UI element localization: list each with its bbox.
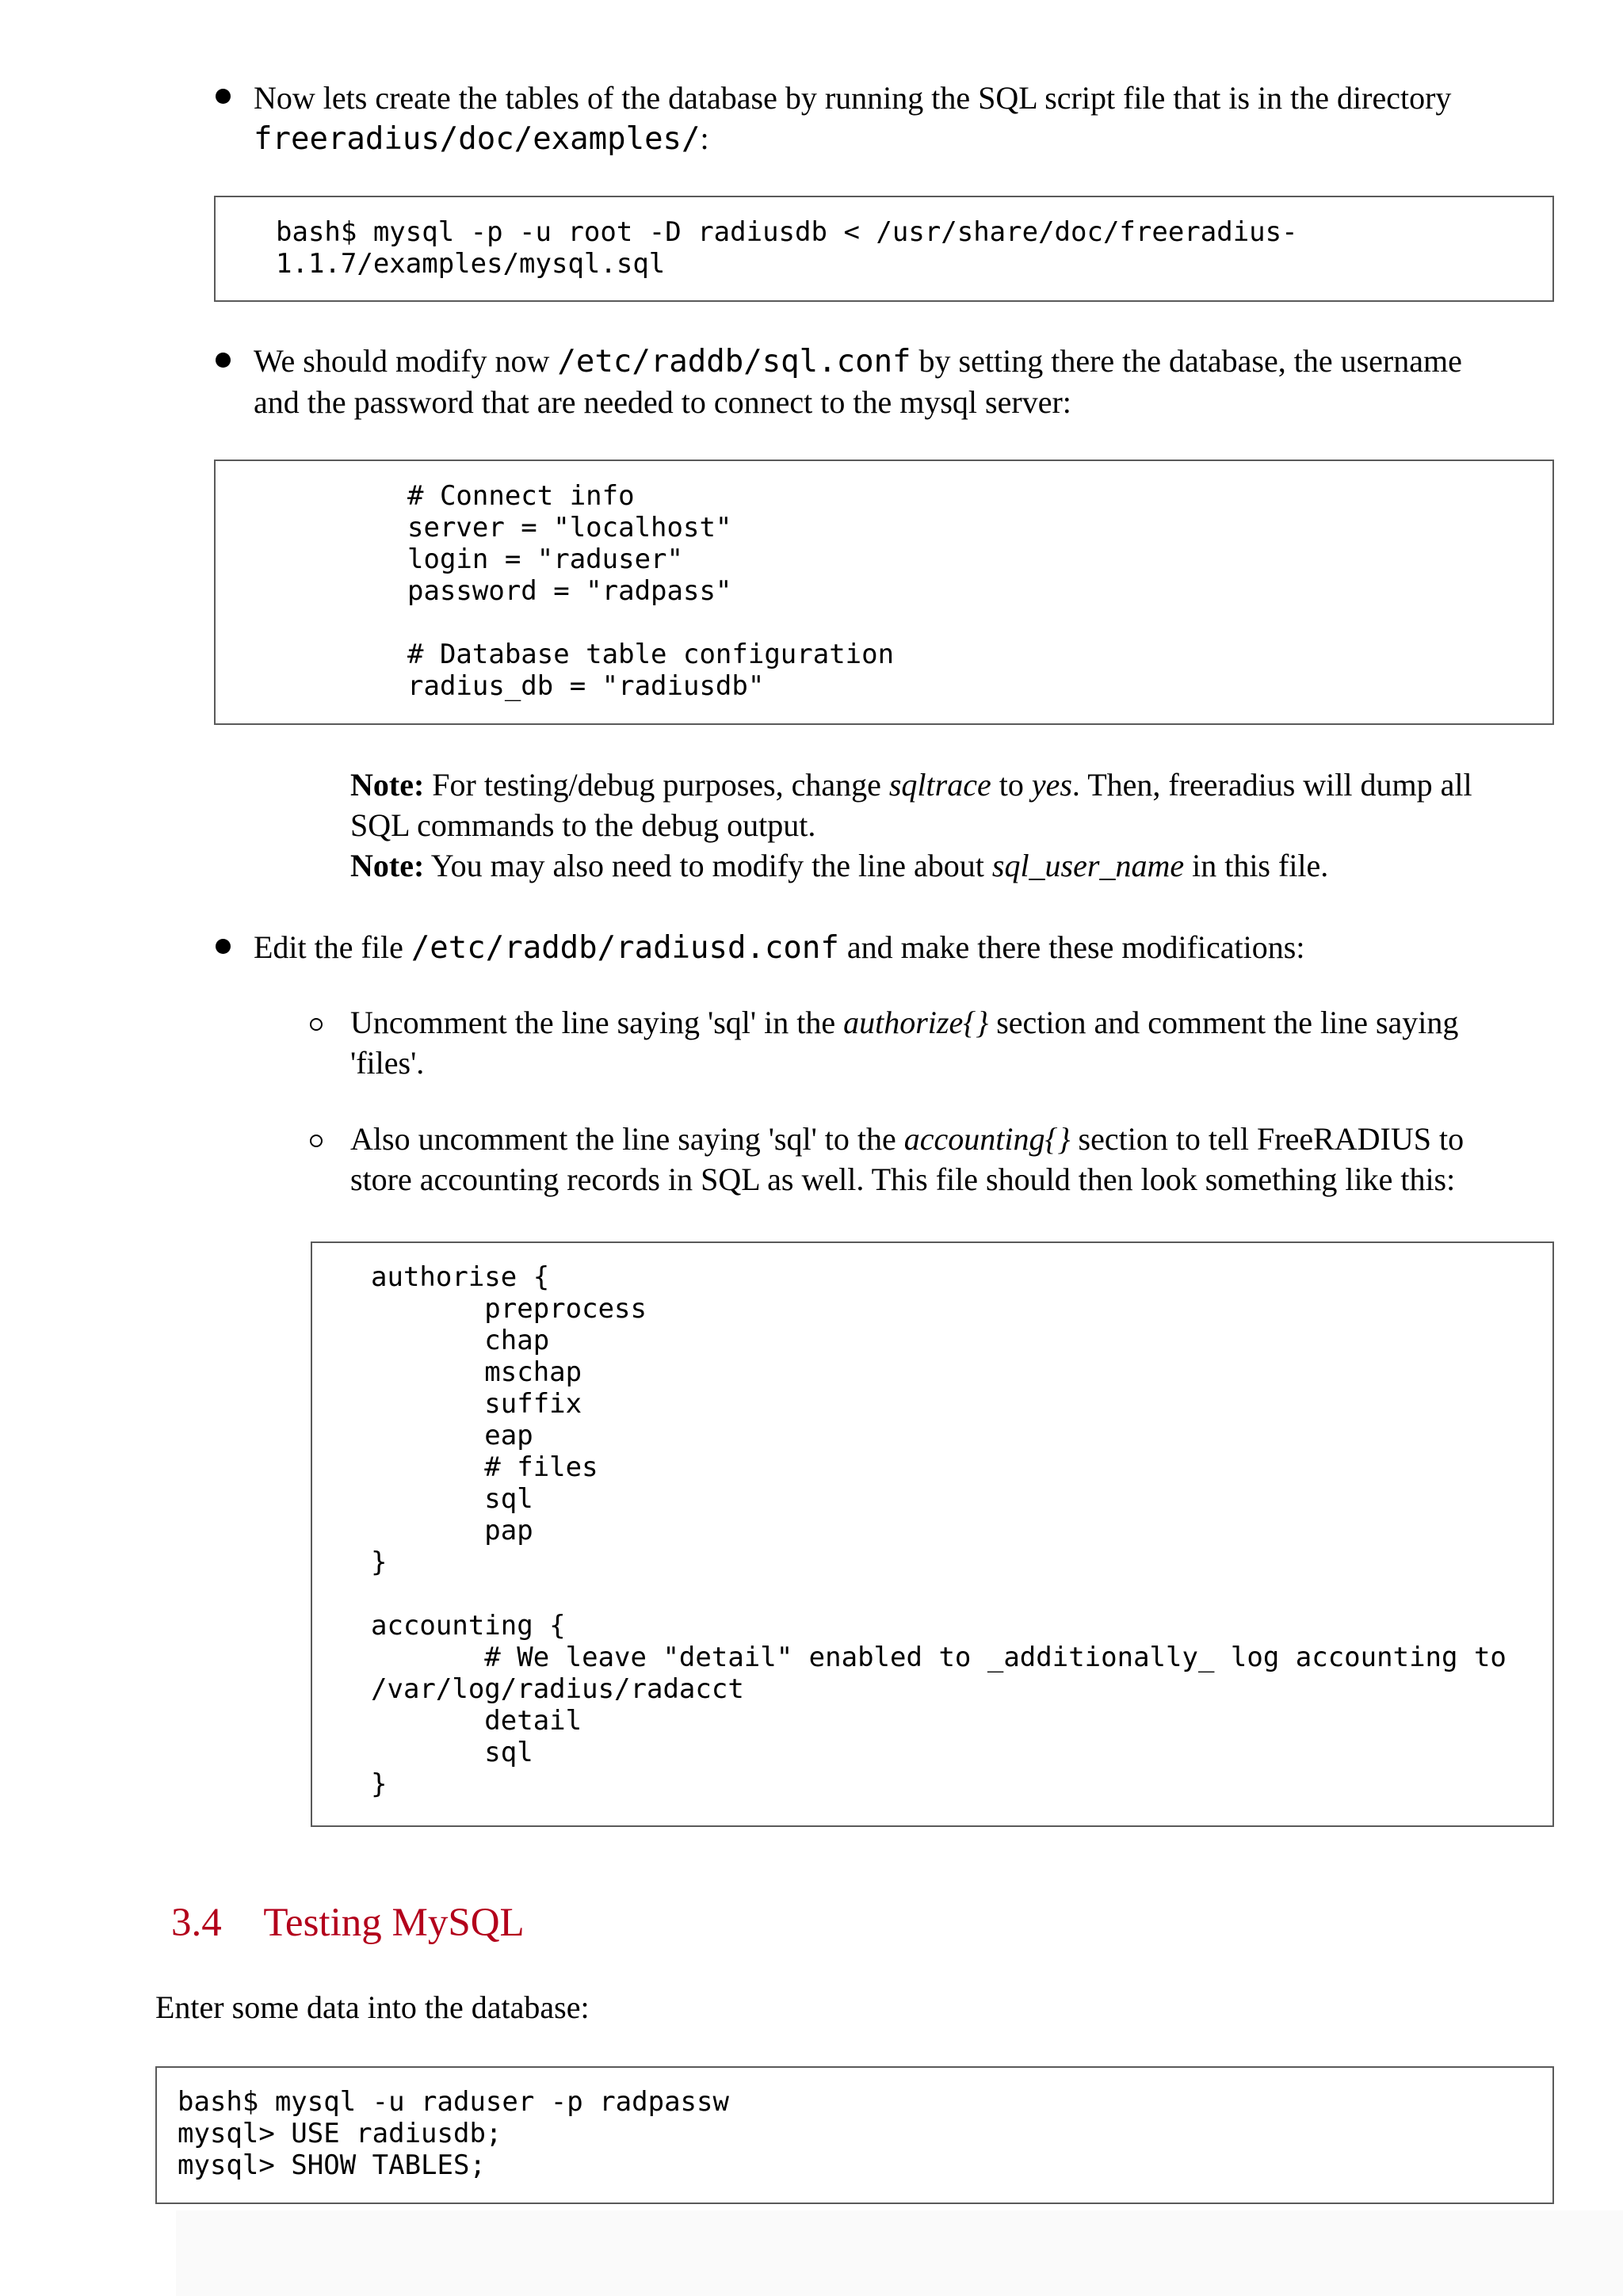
intro-paragraph: Enter some data into the database:	[155, 1989, 590, 2025]
sub-2-line2: store accounting records in SQL as well. This file should then look something like this:	[350, 1161, 1456, 1197]
note-1-label: Note:	[350, 767, 425, 803]
bullet-dot-icon	[216, 89, 231, 104]
bullet-3-after: and make there these modifications:	[846, 929, 1305, 965]
bullet-3-before: Edit the file	[254, 929, 403, 965]
bullet-2-text	[254, 341, 1569, 422]
page-bottom-shade	[176, 2210, 1623, 2296]
code-block-text: authorise { preprocess chap mschap suffix eap # files sql pap } accounting { # We leave "detail" enabled to _additionally_ log accounting to /var/log/radius/radacct detail sql }	[371, 1261, 1507, 1800]
note-1-italic-a: sqltrace	[888, 767, 991, 803]
note-1-text-a: For testing/debug purposes, change	[432, 767, 881, 803]
note-2-text-b: in this file.	[1192, 848, 1329, 883]
note-1-line2: SQL commands to the debug output.	[350, 807, 816, 843]
sub-2-after: section to tell FreeRADIUS to	[1078, 1121, 1465, 1157]
note-1-text-b: to	[999, 767, 1024, 803]
code-block-text: # Connect info server = "localhost" login = "raduser" password = "radpass" # Database table configuration radius_db = "radiusdb"	[407, 480, 895, 702]
bullet-1-sentence: Now lets create the tables of the database by running the SQL script file that is in the directory	[254, 80, 1452, 116]
bullet-1-tail: :	[700, 120, 709, 156]
code-block-radiusd-conf	[311, 1241, 1554, 1827]
code-block-text: bash$ mysql -u raduser -p radpassw mysql> USE radiusdb; mysql> SHOW TABLES;	[178, 2086, 729, 2181]
note-block	[350, 765, 1571, 886]
note-2-italic-a: sql_user_name	[991, 848, 1185, 883]
bullet-1-text	[254, 78, 1553, 159]
note-1-text-c: . Then, freeradius will dump all	[1071, 767, 1472, 803]
sub-1-before: Uncomment the line saying 'sql' in the	[350, 1005, 836, 1040]
section-title: Testing MySQL	[263, 1901, 525, 1945]
code-block-mysql-session	[155, 2066, 1554, 2204]
sub-bullet-2-text	[350, 1119, 1587, 1199]
code-block-sql-conf	[214, 460, 1554, 725]
code-block-mysql-import	[214, 196, 1554, 302]
bullet-3-text	[254, 927, 1569, 968]
bullet-circle-icon	[310, 1018, 323, 1031]
sub-bullet-1-text	[350, 1002, 1571, 1083]
sub-1-italic: authorize{}	[843, 1005, 989, 1040]
bullet-circle-icon	[310, 1135, 323, 1147]
section-heading	[171, 1899, 525, 1947]
sub-2-before: Also uncomment the line saying 'sql' to the	[350, 1121, 896, 1157]
note-2-label: Note:	[350, 848, 425, 883]
bullet-2-after: by setting there the database, the username	[918, 343, 1462, 379]
sub-2-italic: accounting{}	[903, 1121, 1071, 1157]
bullet-1-path: freeradius/doc/examples/	[254, 121, 701, 157]
note-2-text-a: You may also need to modify the line about	[430, 848, 984, 883]
section-number: 3.4	[171, 1901, 222, 1945]
bullet-2-path: /etc/raddb/sql.conf	[557, 344, 911, 379]
code-block-text: bash$ mysql -p -u root -D radiusdb < /usr/share/doc/freeradius- 1.1.7/examples/mysql.sql	[276, 216, 1298, 280]
sub-1-line2: 'files'.	[350, 1045, 425, 1081]
bullet-dot-icon	[216, 939, 231, 954]
bullet-3-path: /etc/raddb/radiusd.conf	[411, 930, 839, 966]
bullet-2-line2: and the password that are needed to connect to the mysql server:	[254, 384, 1071, 420]
bullet-dot-icon	[216, 353, 231, 368]
note-1-italic-b: yes	[1031, 767, 1072, 803]
bullet-2-before: We should modify now	[254, 343, 550, 379]
sub-1-after: section and comment the line saying	[996, 1005, 1459, 1040]
